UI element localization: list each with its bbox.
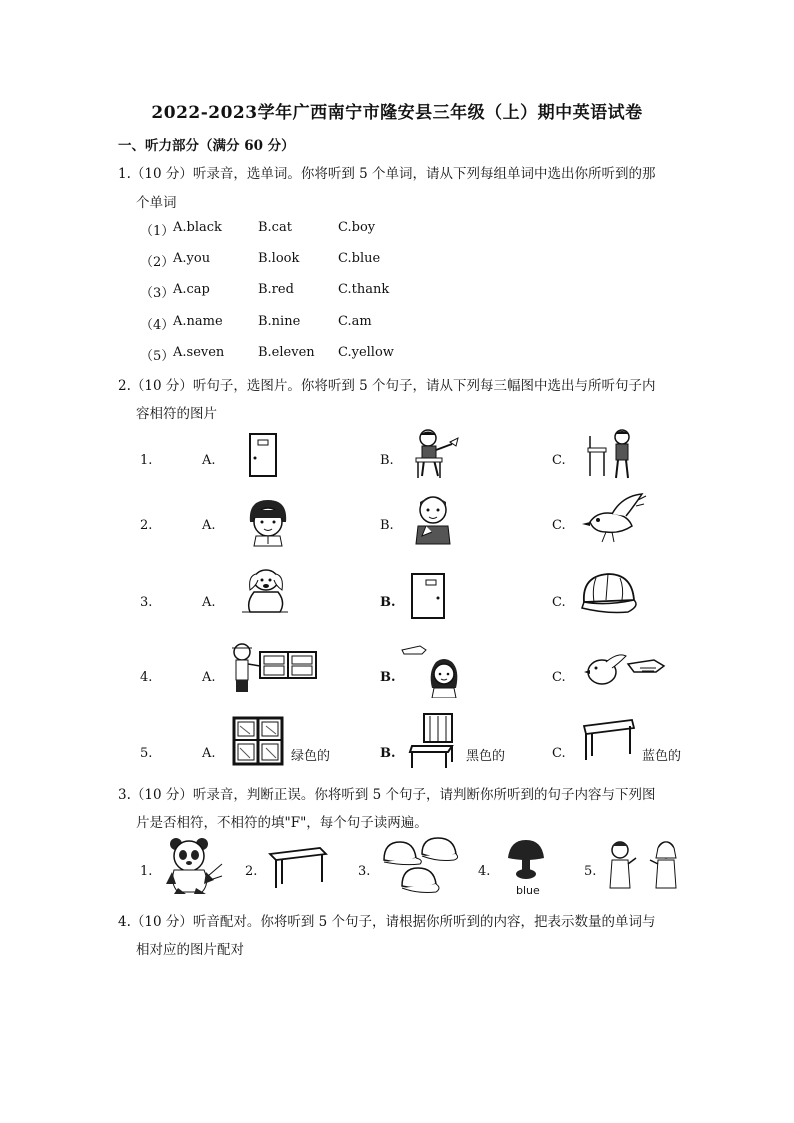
teacher-at-window-icon[interactable] bbox=[228, 642, 318, 694]
desk-icon[interactable] bbox=[266, 846, 328, 890]
q1-option-c[interactable]: C.blue bbox=[338, 251, 381, 266]
girl-pointing-icon[interactable] bbox=[400, 642, 462, 698]
q2-row-number: 5. bbox=[140, 746, 153, 761]
q2-option-b-label[interactable]: B. bbox=[380, 670, 396, 685]
q1-option-c[interactable]: C.yellow bbox=[338, 345, 394, 360]
q4-stem-line2: 相对应的图片配对 bbox=[136, 942, 244, 958]
boy-sitting-chair-icon[interactable] bbox=[408, 428, 466, 480]
q4-stem-line1: 4.（10 分）听音配对。你将听到 5 个句子，请根据你所听到的内容，把表示数量的单词与 bbox=[118, 914, 656, 930]
q1-option-c[interactable]: C.am bbox=[338, 314, 372, 329]
q1-option-c[interactable]: C.thank bbox=[338, 282, 390, 297]
q2-option-b-label[interactable]: B. bbox=[380, 453, 394, 468]
two-people-icon[interactable] bbox=[604, 838, 684, 892]
q1-option-c[interactable]: C.boy bbox=[338, 220, 376, 235]
panda-icon[interactable] bbox=[162, 836, 224, 896]
color-label-green: 绿色的 bbox=[291, 749, 331, 764]
q2-row-number: 2. bbox=[140, 518, 153, 533]
q3-item-number: 4. bbox=[478, 864, 491, 879]
q1-row-number: （1） bbox=[140, 224, 175, 239]
q2-option-c-label[interactable]: C. bbox=[552, 518, 566, 533]
color-label-black: 黑色的 bbox=[466, 749, 506, 764]
q1-row-number: （5） bbox=[140, 349, 175, 364]
q1-option-b[interactable]: B.red bbox=[258, 282, 294, 297]
q2-option-a-label[interactable]: A. bbox=[202, 670, 216, 685]
q2-row-number: 3. bbox=[140, 595, 153, 610]
q3-item-number: 3. bbox=[358, 864, 371, 879]
q2-option-c-label[interactable]: C. bbox=[552, 746, 566, 761]
cap-icon[interactable] bbox=[576, 570, 642, 616]
q1-row-number: （2） bbox=[140, 255, 175, 270]
q2-option-a-label[interactable]: A. bbox=[202, 746, 216, 761]
q1-option-a[interactable]: A.cap bbox=[173, 282, 210, 297]
q2-stem-line2: 容相符的图片 bbox=[136, 406, 217, 422]
q2-option-a-label[interactable]: A. bbox=[202, 518, 216, 533]
q1-option-a[interactable]: A.seven bbox=[173, 345, 225, 360]
section-heading: 一、听力部分（满分 60 分） bbox=[118, 138, 295, 154]
boy-face-icon[interactable] bbox=[408, 492, 458, 546]
q2-option-a-label[interactable]: A. bbox=[202, 595, 216, 610]
desk-icon[interactable] bbox=[578, 718, 636, 764]
q2-row-number: 1. bbox=[140, 453, 153, 468]
q3-item-number: 2. bbox=[245, 864, 258, 879]
q2-option-a-label[interactable]: A. bbox=[202, 453, 216, 468]
q1-stem-line2: 个单词 bbox=[136, 195, 177, 211]
q1-row-number: （3） bbox=[140, 286, 175, 301]
bird-flying-icon[interactable] bbox=[576, 492, 648, 544]
q2-option-c-label[interactable]: C. bbox=[552, 453, 566, 468]
color-label-blue: 蓝色的 bbox=[642, 749, 682, 764]
q2-option-c-label[interactable]: C. bbox=[552, 595, 566, 610]
q1-option-a[interactable]: A.name bbox=[173, 314, 223, 329]
q2-option-b-label[interactable]: B. bbox=[380, 518, 394, 533]
window-icon[interactable] bbox=[232, 716, 284, 766]
q1-option-b[interactable]: B.cat bbox=[258, 220, 292, 235]
q2-option-b-label[interactable]: B. bbox=[380, 595, 396, 610]
q2-stem-line1: 2.（10 分）听句子，选图片。你将听到 5 个句子，请从下列每三幅图中选出与所听句子内 bbox=[118, 378, 656, 394]
caps-icon[interactable] bbox=[380, 836, 460, 898]
chair-icon[interactable] bbox=[408, 712, 460, 770]
blue-mushroom-icon[interactable] bbox=[504, 838, 548, 886]
door-icon[interactable] bbox=[410, 572, 446, 620]
q3-stem-line2: 片是否相符，不相符的填"F"，每个句子读两遍。 bbox=[136, 815, 428, 831]
blue-caption: blue bbox=[516, 884, 540, 897]
q2-option-c-label[interactable]: C. bbox=[552, 670, 566, 685]
q1-stem-line1: 1.（10 分）听录音，选单词。你将听到 5 个单词，请从下列每组单词中选出你所听到的那 bbox=[118, 166, 656, 182]
q2-option-b-label[interactable]: B. bbox=[380, 746, 396, 761]
girl-face-icon[interactable] bbox=[242, 496, 294, 548]
bird-pointing-icon[interactable] bbox=[584, 646, 668, 690]
q2-row-number: 4. bbox=[140, 670, 153, 685]
q1-option-b[interactable]: B.nine bbox=[258, 314, 301, 329]
q1-option-b[interactable]: B.look bbox=[258, 251, 300, 266]
q1-option-b[interactable]: B.eleven bbox=[258, 345, 315, 360]
q3-stem-line1: 3.（10 分）听录音，判断正误。你将听到 5 个句子，请判断你所听到的句子内容与下列图 bbox=[118, 787, 656, 803]
door-icon[interactable] bbox=[248, 432, 278, 478]
q1-option-a[interactable]: A.black bbox=[173, 220, 222, 235]
q3-item-number: 5. bbox=[584, 864, 597, 879]
boy-standing-by-chair-icon[interactable] bbox=[584, 428, 640, 480]
page-title: 2022-2023学年广西南宁市隆安县三年级（上）期中英语试卷 bbox=[151, 103, 643, 123]
q3-item-number: 1. bbox=[140, 864, 153, 879]
q1-option-a[interactable]: A.you bbox=[173, 251, 211, 266]
q1-row-number: （4） bbox=[140, 318, 175, 333]
dog-icon[interactable] bbox=[236, 566, 292, 618]
